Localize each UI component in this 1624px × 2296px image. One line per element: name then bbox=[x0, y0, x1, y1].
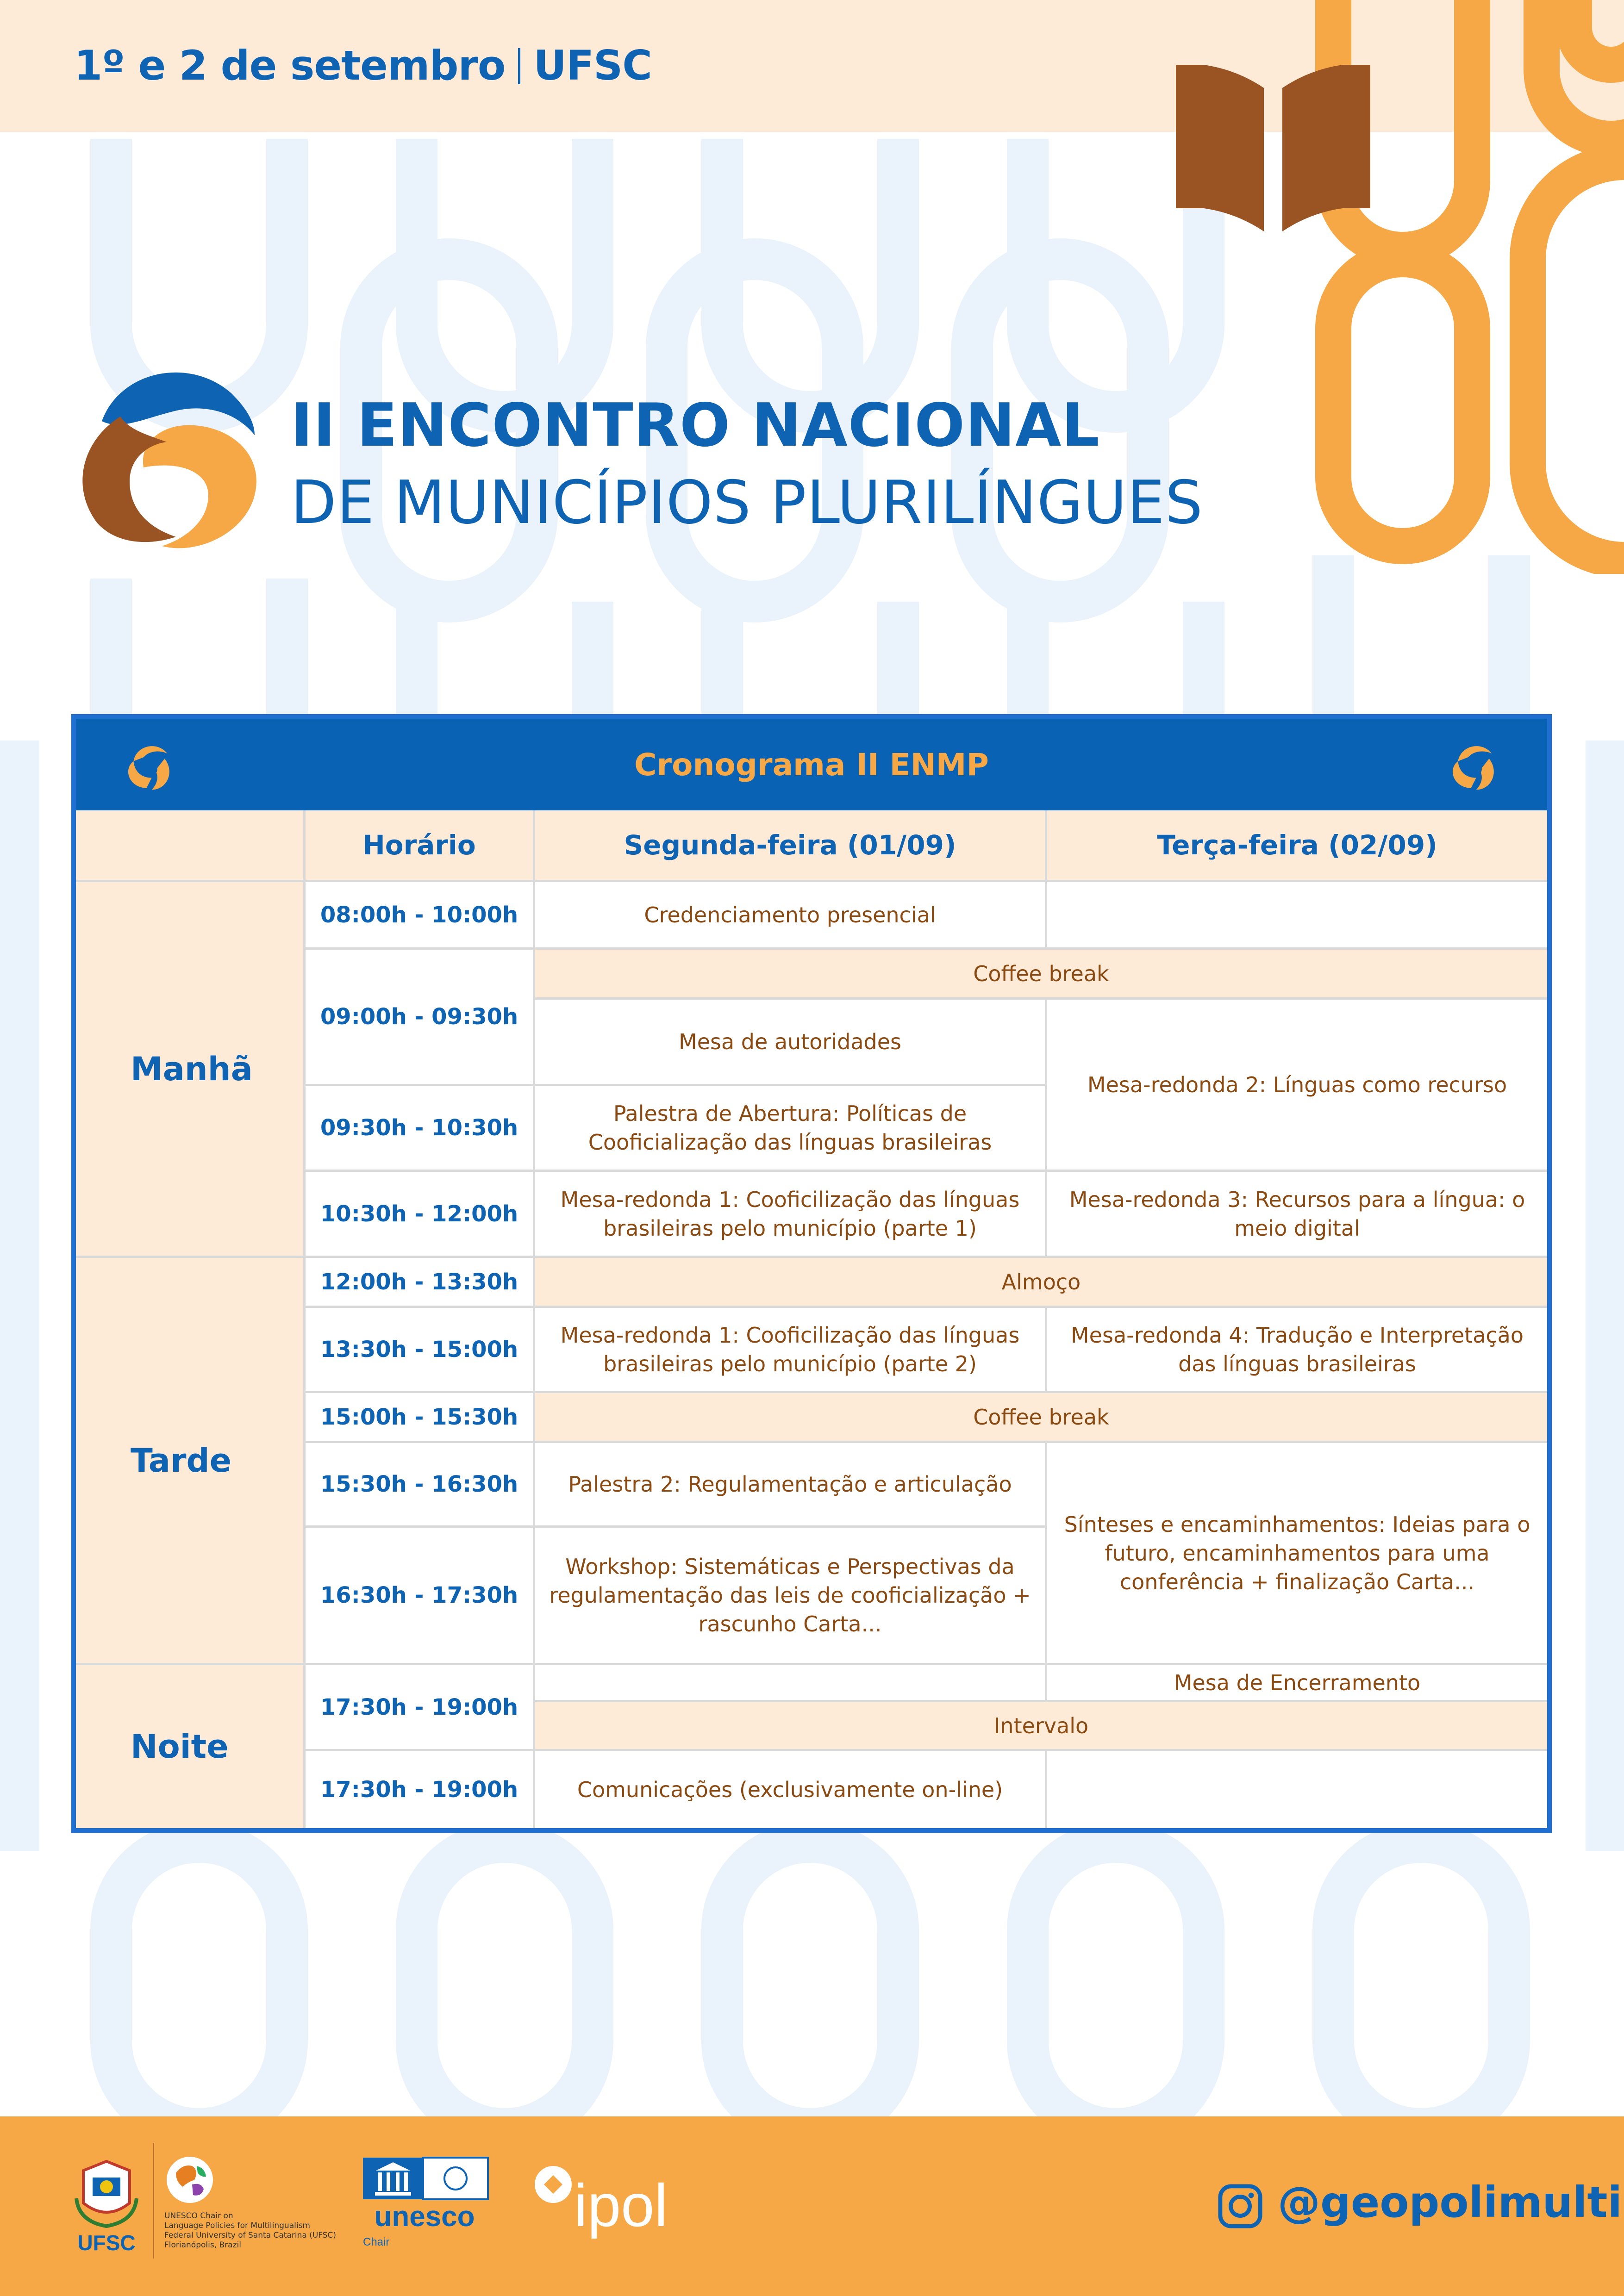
activity-cell: Mesa-redonda 2: Línguas como recurso bbox=[1047, 1000, 1547, 1172]
column-header-monday: Segunda-feira (01/09) bbox=[535, 810, 1047, 882]
activity-cell: Comunicações (exclusivamente on-line) bbox=[535, 1751, 1047, 1828]
header-empty-cell bbox=[76, 810, 306, 882]
activity-break: Intervalo bbox=[535, 1702, 1547, 1751]
activity-cell: Mesa-redonda 1: Cooficilização das línguas brasileiras pelo município (parte 2) bbox=[535, 1308, 1047, 1393]
swirl-icon bbox=[1448, 740, 1499, 792]
activity-cell: Credenciamento presencial bbox=[535, 882, 1047, 950]
unesco-chair-globe-icon bbox=[164, 2154, 215, 2205]
separator bbox=[518, 48, 520, 84]
time-slot: 09:00h - 09:30h bbox=[306, 950, 535, 1086]
activity-break: Coffee break bbox=[535, 950, 1547, 1000]
chair-text-line: UNESCO Chair on bbox=[164, 2211, 233, 2221]
instagram-icon[interactable] bbox=[1218, 2184, 1263, 2229]
activity-cell: Mesa de autoridades bbox=[535, 1000, 1047, 1086]
column-header-time: Horário bbox=[306, 810, 535, 882]
unesco-logo-icon bbox=[362, 2157, 489, 2256]
event-date: 1º e 2 de setembro bbox=[74, 42, 506, 89]
time-slot: 12:00h - 13:30h bbox=[306, 1258, 535, 1308]
enmp-logo-icon bbox=[69, 361, 264, 551]
decorative-book-chain-icon bbox=[1148, 0, 1624, 574]
ipol-label: ipol bbox=[574, 2172, 668, 2239]
event-venue: UFSC bbox=[533, 42, 652, 89]
event-date-venue bbox=[74, 38, 652, 93]
chair-text-line: Florianópolis, Brazil bbox=[164, 2240, 241, 2250]
swirl-icon bbox=[123, 740, 175, 792]
instagram-handle[interactable]: @geopolimulti bbox=[1278, 2178, 1622, 2227]
time-slot: 13:30h - 15:00h bbox=[306, 1308, 535, 1393]
period-morning: Manhã bbox=[76, 882, 306, 1258]
event-title-line1: II ENCONTRO NACIONAL bbox=[291, 391, 1100, 460]
column-header-tuesday: Terça-feira (02/09) bbox=[1047, 810, 1547, 882]
divider bbox=[153, 2143, 154, 2259]
period-evening: Noite bbox=[76, 1665, 306, 1828]
chair-text-line: Federal University of Santa Catarina (UFSC) bbox=[164, 2231, 337, 2240]
unesco-chair-text bbox=[164, 2211, 350, 2250]
empty-cell bbox=[535, 1665, 1047, 1702]
time-slot: 08:00h - 10:00h bbox=[306, 882, 535, 950]
empty-cell bbox=[1047, 1751, 1547, 1828]
ufsc-logo-icon bbox=[69, 2152, 144, 2259]
activity-cell: Workshop: Sistemáticas e Perspectivas da regulamentação das leis de cooficialização + rascunho Carta... bbox=[535, 1528, 1047, 1665]
chair-text-line: Language Policies for Multilingualism bbox=[164, 2221, 310, 2230]
activity-cell: Palestra de Abertura: Políticas de Cooficialização das línguas brasileiras bbox=[535, 1086, 1047, 1172]
unesco-label: unesco bbox=[374, 2201, 475, 2233]
activity-cell: Mesa-redonda 1: Cooficilização das línguas brasileiras pelo município (parte 1) bbox=[535, 1172, 1047, 1258]
empty-cell bbox=[1047, 882, 1547, 950]
activity-cell: Mesa-redonda 3: Recursos para a língua: o meio digital bbox=[1047, 1172, 1547, 1258]
activity-break: Coffee break bbox=[535, 1393, 1547, 1443]
activity-cell: Sínteses e encaminhamentos: Ideias para o futuro, encaminhamentos para uma conferência + finalização Carta... bbox=[1047, 1443, 1547, 1665]
time-slot: 16:30h - 17:30h bbox=[306, 1528, 535, 1665]
schedule-header bbox=[76, 719, 1547, 810]
time-slot: 10:30h - 12:00h bbox=[306, 1172, 535, 1258]
ipol-logo-icon bbox=[532, 2157, 685, 2249]
activity-break: Almoço bbox=[535, 1258, 1547, 1308]
time-slot: 15:30h - 16:30h bbox=[306, 1443, 535, 1528]
unesco-sub: Chair bbox=[363, 2236, 390, 2248]
time-slot: 17:30h - 19:00h bbox=[306, 1751, 535, 1828]
period-afternoon: Tarde bbox=[76, 1258, 306, 1665]
schedule-table bbox=[71, 714, 1552, 1833]
ufsc-label: UFSC bbox=[77, 2231, 136, 2255]
time-slot: 17:30h - 19:00h bbox=[306, 1665, 535, 1751]
event-title-line2: DE MUNICÍPIOS PLURILÍNGUES bbox=[291, 468, 1203, 537]
schedule-title: Cronograma II ENMP bbox=[634, 747, 989, 783]
activity-cell: Palestra 2: Regulamentação e articulação bbox=[535, 1443, 1047, 1528]
time-slot: 15:00h - 15:30h bbox=[306, 1393, 535, 1443]
activity-cell: Mesa de Encerramento bbox=[1047, 1665, 1547, 1702]
activity-cell: Mesa-redonda 4: Tradução e Interpretação das línguas brasileiras bbox=[1047, 1308, 1547, 1393]
time-slot: 09:30h - 10:30h bbox=[306, 1086, 535, 1172]
